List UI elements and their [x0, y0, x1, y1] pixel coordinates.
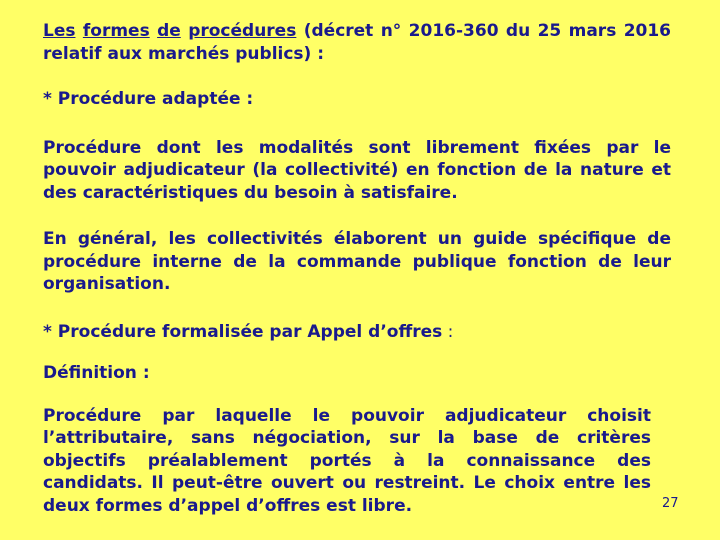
section-title-formalized-text: * Procédure formalisée par Appel d’offres [43, 321, 443, 342]
heading-word-de: de [157, 21, 181, 41]
heading-word-procedures: procédures [188, 21, 297, 41]
paragraph-definition: Procédure par laquelle le pouvoir adjudicateur choisit l’attributaire, sans négociation, sur la base de critères objectifs préalablement portés à la connaissance des candidats. Il peut-être ouvert ou restreint. Le choix entre les deux formes d’appel d’offres est libre. [43, 405, 651, 516]
paragraph-adapted-description: Procédure dont les modalités sont librement fixées par le pouvoir adjudicateur (la collectivité) en fonction de la nature et des caractéristiques du besoin à satisfaire. [43, 137, 671, 203]
section-title-adapted: * Procédure adaptée : [43, 89, 254, 109]
slide-content [43, 20, 671, 517]
section-title-formalized-colon: : [442, 321, 454, 342]
heading-rest: (décret n° 2016-360 du 25 mars 2016 relatif aux marchés publics) : [43, 21, 672, 64]
heading-word-formes: formes [82, 21, 150, 41]
heading-word-les: Les [43, 21, 76, 41]
section-title-formalized [43, 321, 671, 344]
heading-forms-of-procedures [43, 20, 671, 65]
paragraph-general-guide: En général, les collectivités élaborent un guide spécifique de procédure interne de la commande publique fonction de leur organisation. [43, 229, 671, 294]
page-number: 27 [662, 496, 679, 511]
definition-label: Définition : [43, 363, 150, 383]
